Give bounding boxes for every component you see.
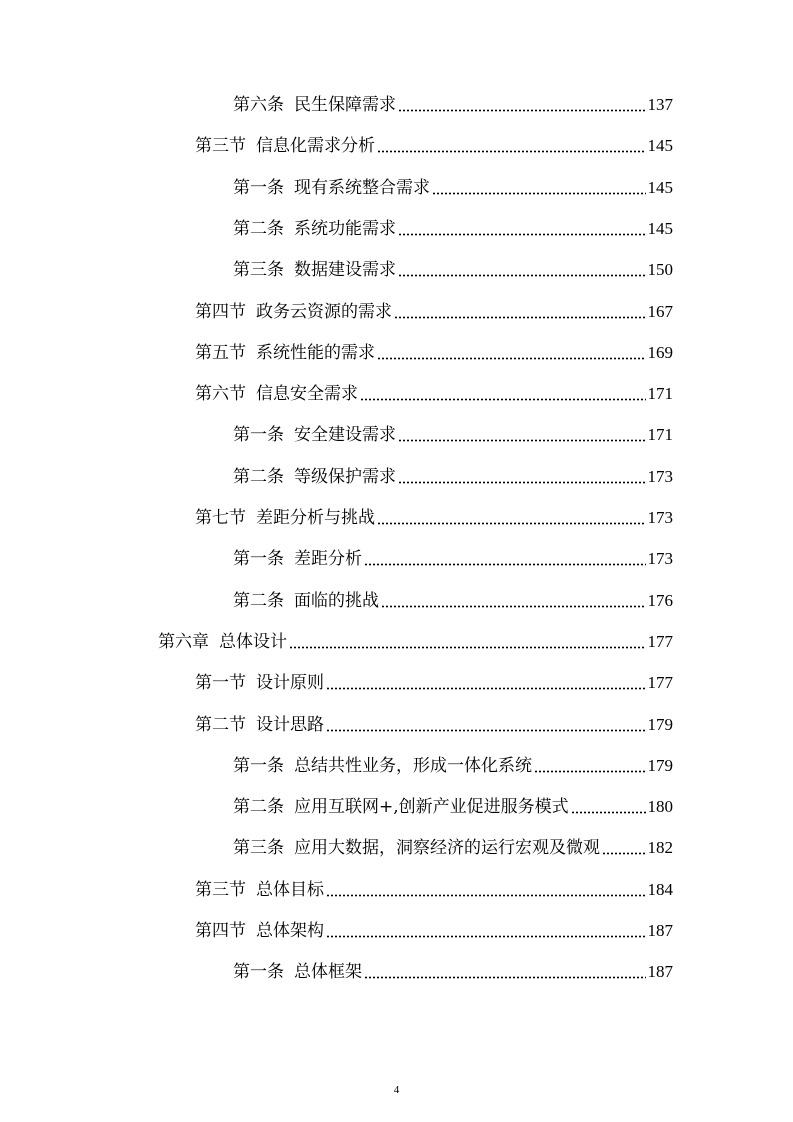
toc-entry-section[interactable] [195,711,673,735]
toc-entry-article[interactable] [233,793,673,817]
toc-entry-article[interactable] [233,834,673,858]
toc-entry-title: 现有系统整合需求 [294,177,430,198]
toc-entry-title: 差距分析 [294,549,362,570]
toc-entry-page: 182 [647,838,673,858]
toc-entry-title: 总体设计 [219,631,287,652]
toc-entry-page: 187 [647,962,673,982]
toc-entry-title: 面临的挑战 [294,590,379,611]
toc-entry-number: 第二条 [233,797,284,818]
toc-entry-section[interactable] [195,298,673,322]
toc-dot-leader [381,605,646,608]
toc-entry-number: 第二节 [195,714,246,735]
toc-dot-leader [360,398,646,401]
toc-dot-leader [394,316,646,319]
toc-entry-section[interactable] [195,504,673,528]
toc-entry-title: 总体架构 [256,921,324,941]
toc-entry-page: 145 [647,218,673,238]
toc-entry-section[interactable] [195,876,673,900]
toc-entry-title: 数据建设需求 [294,260,396,281]
toc-dot-leader [398,109,646,112]
toc-entry-section[interactable] [195,669,673,693]
page-number: 4 [393,1084,400,1096]
toc-entry-page: 145 [647,177,673,197]
toc-entry-title: 政务云资源的需求 [256,301,392,322]
toc-entry-number: 第六条 [233,95,284,115]
toc-entry-page: 173 [647,508,673,527]
toc-entry-title: 应用互联网+,创新产业促进服务模式 [294,797,569,818]
toc-entry-number: 第一节 [195,673,246,694]
toc-entry-page: 184 [647,879,673,899]
toc-dot-leader [364,563,646,566]
toc-entry-number: 第三条 [233,838,284,859]
toc-entry-section[interactable] [195,917,673,941]
toc-entry-number: 第一条 [233,755,284,776]
toc-entry-article[interactable] [233,545,673,569]
toc-dot-leader [377,150,646,153]
toc-entry-page: 179 [647,755,673,775]
toc-entry-number: 第六章 [158,631,209,652]
toc-dot-leader [398,233,646,236]
toc-entry-title: 系统性能的需求 [256,342,375,363]
toc-entry-title: 应用大数据，洞察经济的运行宏观及微观 [294,838,600,859]
toc-entry-page: 179 [647,714,673,734]
toc-entry-article[interactable] [233,463,673,487]
toc-dot-leader [326,935,646,938]
toc-entry-title: 民生保障需求 [294,95,396,115]
toc-entry-article[interactable] [233,256,673,280]
toc-entry-page: 145 [647,136,673,156]
toc-entry-page: 177 [647,631,673,651]
toc-entry-number: 第四节 [195,921,246,941]
toc-dot-leader [289,646,646,649]
toc-entry-section[interactable] [195,380,673,404]
toc-entry-title: 信息安全需求 [256,384,358,405]
toc-entry-number: 第三节 [195,136,246,157]
toc-entry-title: 总体框架 [294,962,362,983]
toc-entry-number: 第六节 [195,384,246,405]
toc-dot-leader [326,729,646,732]
toc-entry-page: 187 [647,921,673,940]
toc-entry-article[interactable] [233,421,673,445]
toc-entry-page: 150 [647,260,673,280]
toc-entry-page: 171 [647,425,673,445]
toc-dot-leader [398,274,646,277]
toc-entry-title: 差距分析与挑战 [256,508,375,528]
toc-entry-number: 第四节 [195,301,246,322]
toc-entry-title: 设计思路 [256,714,324,735]
toc-entry-section[interactable] [195,339,673,363]
toc-dot-leader [602,852,646,855]
toc-entry-article[interactable] [233,752,673,776]
toc-dot-leader [377,357,646,360]
toc-entry-title: 总结共性业务，形成一体化系统 [294,755,532,776]
toc-entry-page: 173 [647,466,673,486]
toc-dot-leader [398,439,646,442]
toc-entry-article[interactable] [233,958,673,982]
toc-entry-title: 设计原则 [256,673,324,694]
toc-dot-leader [534,770,646,773]
toc-entry-title: 信息化需求分析 [256,136,375,157]
toc-entry-article[interactable] [233,215,673,239]
toc-entry-number: 第一条 [233,549,284,570]
toc-entry-page: 169 [647,342,673,362]
toc-dot-leader [364,976,646,979]
toc-entry-title: 系统功能需求 [294,218,396,239]
toc-entry-number: 第一条 [233,177,284,198]
toc-dot-leader [571,811,646,814]
toc-entry-title: 等级保护需求 [294,466,396,487]
toc-entry-title: 总体目标 [256,879,324,900]
toc-entry-number: 第三节 [195,879,246,900]
toc-entry-number: 第二条 [233,466,284,487]
toc-dot-leader [398,481,646,484]
toc-entry-number: 第五节 [195,342,246,363]
toc-entry-number: 第二条 [233,590,284,611]
toc-dot-leader [377,522,646,525]
toc-dot-leader [326,894,646,897]
toc-entry-page: 167 [647,301,673,321]
toc-entry-number: 第三条 [233,260,284,281]
toc-dot-leader [432,192,646,195]
toc-entry-number: 第二条 [233,218,284,239]
toc-entry-page: 137 [647,95,673,114]
toc-entry-article[interactable] [233,174,673,198]
toc-entry-article[interactable] [233,587,673,611]
toc-entry-page: 177 [647,673,673,693]
toc-entry-number: 第一条 [233,425,284,446]
toc-entry-number: 第一条 [233,962,284,983]
toc-entry-page: 180 [647,797,673,817]
toc-entry-page: 173 [647,549,673,569]
toc-entry-article[interactable] [233,91,673,115]
toc-entry-number: 第七节 [195,508,246,528]
toc-entry-page: 171 [647,384,673,404]
toc-entry-chapter[interactable] [158,628,673,652]
toc-dot-leader [326,687,646,690]
toc-entry-title: 安全建设需求 [294,425,396,446]
toc-entry-section[interactable] [195,132,673,156]
toc-entry-page: 176 [647,590,673,610]
